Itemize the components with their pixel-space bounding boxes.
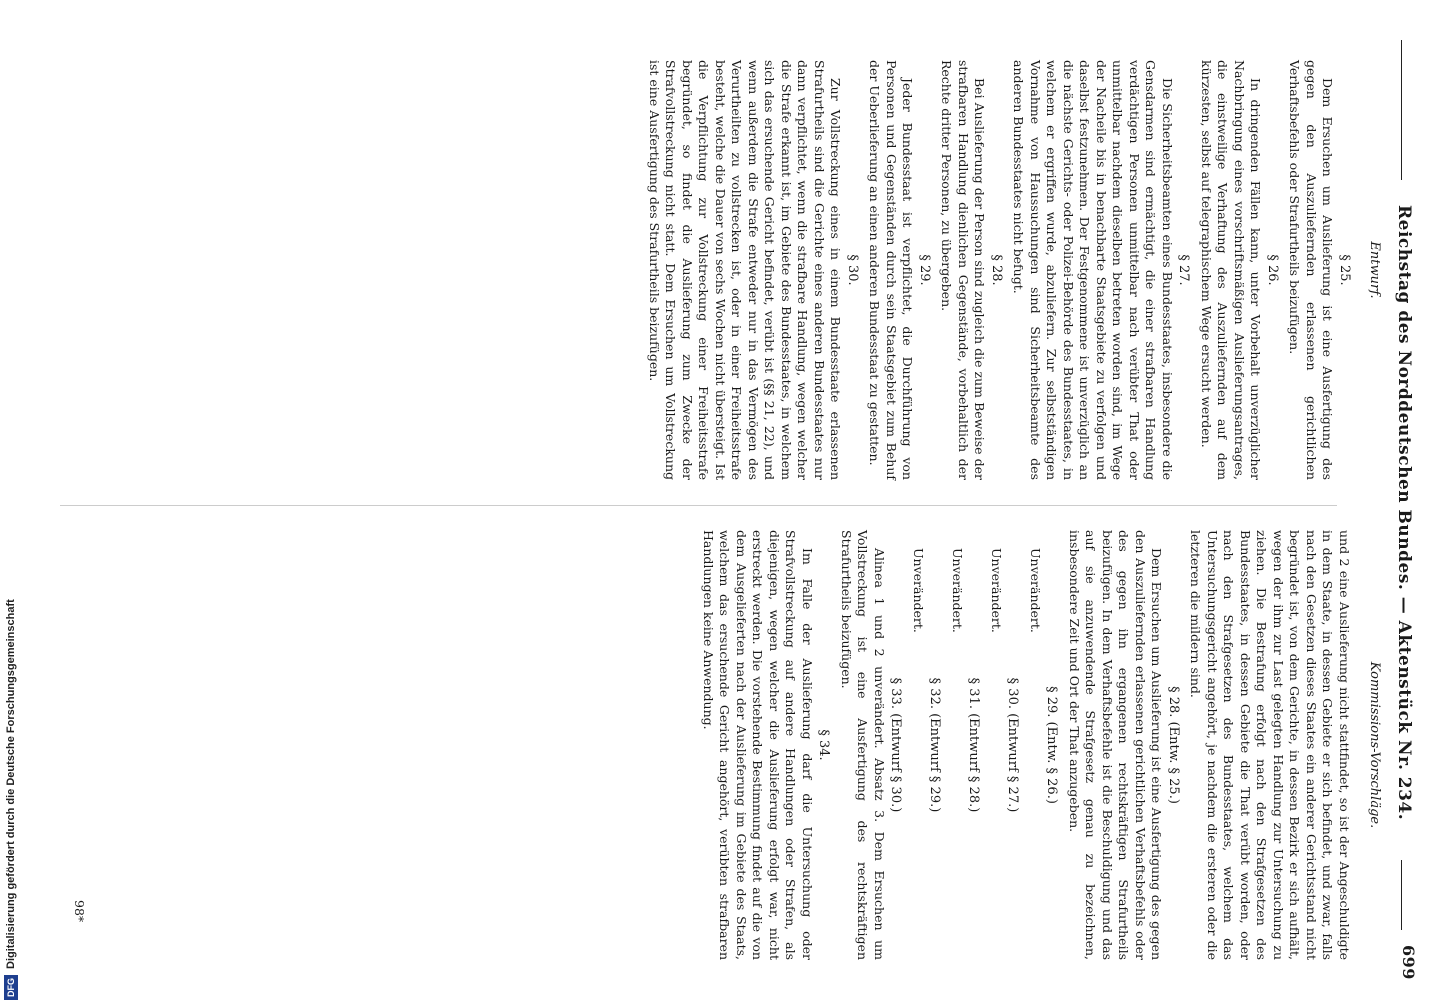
section-text: In dringenden Fällen kann, unter Vorbehalt unverzüglicher Nachbringung eines vorschriftsmäßigen Auslieferungsantrages, die einstweilige Verhaftung des Auszuliefernden auf dem kürzesten, selbst auf telegraphischem Wege ersucht werden. bbox=[1199, 60, 1264, 480]
left-section bbox=[866, 60, 932, 480]
page-header-title: Reichstag des Norddeutschen Bundes. — Aktenstück Nr. 234. bbox=[1394, 205, 1414, 821]
page-signature: 98* bbox=[72, 900, 87, 923]
footer-credit-text: Digitalisierung gefördert durch die Deutsche Forschungsgemeinschaft bbox=[5, 599, 17, 969]
header-rule-right bbox=[1401, 860, 1402, 930]
section-text: Alinea 1 und 2 unverändert. Absatz 3. Dem Ersuchen um Vollstreckung ist eine Ausfertigung des rechtskräftigen Strafurtheils beizufügen. bbox=[839, 530, 887, 960]
section-number: § 34. bbox=[816, 729, 832, 761]
footer-credit-strip bbox=[0, 0, 22, 1000]
column-divider bbox=[60, 505, 1337, 506]
left-column-heading: Entwurf. bbox=[1367, 241, 1382, 299]
left-section bbox=[938, 60, 1004, 480]
left-section bbox=[646, 60, 861, 480]
section-number: § 33. (Entwurf § 30.) bbox=[888, 677, 904, 813]
section-number: § 31. (Entwurf § 28.) bbox=[966, 677, 982, 813]
left-section bbox=[1198, 60, 1281, 480]
section-number: § 28. (Entw. § 25.) bbox=[1166, 686, 1181, 804]
left-column bbox=[640, 60, 1353, 480]
right-section bbox=[700, 530, 832, 960]
page-number: 699 bbox=[1399, 945, 1418, 980]
section-text: Dem Ersuchen um Auslieferung ist eine Ausfertigung des gegen den Auszuliefernden erlassenen gerichtlichen Verhaftsbefehls oder des gegen ihn ergangenen rechtskräftigen Strafurtheils beizufügen. In dem Verhaftsbefehle ist die Beschuldigung und das auf sie anzuwendende Strafgesetz genau zu bezeichnen, insbesondere Zeit und Ort der That anzugeben. bbox=[1067, 530, 1165, 960]
section-number: § 27. bbox=[1176, 254, 1192, 286]
section-number: § 29. bbox=[917, 254, 932, 286]
right-section bbox=[988, 530, 1021, 960]
dfg-logo: DFG bbox=[4, 975, 18, 1000]
right-section bbox=[1066, 530, 1182, 960]
right-column-heading: Kommissions-Vorschläge. bbox=[1367, 661, 1382, 829]
right-column bbox=[694, 530, 1353, 960]
right-section bbox=[910, 530, 943, 960]
section-number: § 28. bbox=[989, 254, 1004, 286]
section-number: § 25. bbox=[1337, 254, 1352, 286]
right-intro-text: und 2 eine Auslieferung nicht stattfindet, so ist der Angeschuldigte in dem Staate, in dessen Gebiete er sich befindet, und zwar, falls nach den Gesetzen dieses Staates ein anderer Gerichtsstand nicht begründet ist, von dem Gerichte, in dessen Bezirk er sich aufhält, wegen der ihm zur Last gelegten Handlung zur Untersuchung zu ziehen. Die Bestrafung erfolgt nach den Strafgesetzen des Bundesstaates, in dessen Gebiete die That verübt worden, oder nach den Strafgesetzen des Bundesstaates, welchem das Untersuchungsgericht angehört, je nachdem die ersteren oder die letzteren die mildern sind. bbox=[1188, 530, 1352, 960]
section-text: Die Sicherheitsbeamten eines Bundesstaates, insbesondere die Gensdarmen sind ermächtigt, die einer strafbaren Handlung verdächtigen Personen unmittelbar nach verübter That oder unmittelbar nachdem dieselben betreten worden sind, im Wege der Nacheile bis in benachbarte Staatsgebiete zu verfolgen und daselbst festzunehmen. Der Festgenommene ist unverzüglich an die nächste Gerichts- oder Polizei-Behörde des Bundesstaates, in welchem er ergriffen wurde, abzuliefern. Zur selbstständigen Vornahme von Haussuchungen sind Sicherheitsbeamte des anderen Bundesstaates nicht befugt. bbox=[1011, 60, 1175, 480]
header-rule-left bbox=[1401, 40, 1402, 180]
left-section bbox=[1010, 60, 1192, 480]
footer-credit bbox=[0, 20, 22, 1000]
section-text: Dem Ersuchen um Auslieferung ist eine Ausfertigung des gegen den Auszuliefernden erlassenen gerichtlichen Verhaftsbefehls oder Strafurtheils beizufügen. bbox=[1287, 60, 1336, 480]
section-text: Unverändert. bbox=[950, 548, 965, 633]
section-text: Unverändert. bbox=[911, 548, 926, 633]
left-section bbox=[1286, 60, 1352, 480]
section-number: § 26. bbox=[1265, 254, 1280, 286]
right-section bbox=[1027, 530, 1060, 960]
section-text: Im Falle der Auslieferung darf die Untersuchung oder Strafvollstreckung auf andere Handlungen oder Strafen, als diejenigen, wegen welcher die Auslieferung erfolgt war, nicht erstreckt werden. Die vorstehende Bestimmung findet auf die von dem Ausgelieferten nach der Auslieferung im Gebiete des Staats, welchem das ersuchende Gericht angehört, verübten strafbaren Handlungen keine Anwendung. bbox=[701, 530, 815, 960]
section-text: Jeder Bundesstaat ist verpflichtet, die Durchführung von Personen und Gegenständen durch sein Staatsgebiet zum Behuf der Ueberlieferung an einen anderen Bundesstaat zu gestatten. bbox=[867, 60, 916, 480]
section-text: Unverändert. bbox=[989, 548, 1004, 633]
section-number: § 32. (Entwurf § 29.) bbox=[927, 677, 943, 813]
right-section bbox=[838, 530, 904, 960]
section-text: Unverändert. bbox=[1028, 548, 1043, 633]
section-text: Bei Auslieferung der Person sind zugleich die zum Beweise der strafbaren Handlung dienlichen Gegenstände, vorbehaltlich der Rechte dritter Personen, zu übergeben. bbox=[939, 60, 988, 480]
section-number: § 30. (Entwurf § 27.) bbox=[1005, 677, 1021, 813]
section-number: § 29. (Entw. § 26.) bbox=[1044, 686, 1060, 804]
section-text: Zur Vollstreckung eines in einem Bundesstaate erlassenen Strafurtheils sind die Gerichte eines anderen Bundesstaates nur dann verpflichtet, wenn die strafbare Handlung, wegen welcher die Strafe erkannt ist, im Gebiete des Bundesstaates, in welchem sich das ersuchende Gericht befindet, verübt ist (§§ 21, 22), und wenn außerdem die Strafe entweder nur in das Vermögen des Verurtheilten zu vollstrecken ist, oder in einer Freiheitsstrafe besteht, welche die Dauer von sechs Wochen nicht übersteigt. Ist die Verpflichtung zur Vollstreckung einer Freiheitsstrafe begründet, so findet die Auslieferung zum Zwecke der Strafvollstreckung nicht statt. Dem Ersuchen um Vollstreckung ist eine Ausfertigung des Strafurtheils beizufügen. bbox=[647, 60, 844, 480]
right-section bbox=[949, 530, 982, 960]
section-number: § 30. bbox=[845, 254, 860, 286]
